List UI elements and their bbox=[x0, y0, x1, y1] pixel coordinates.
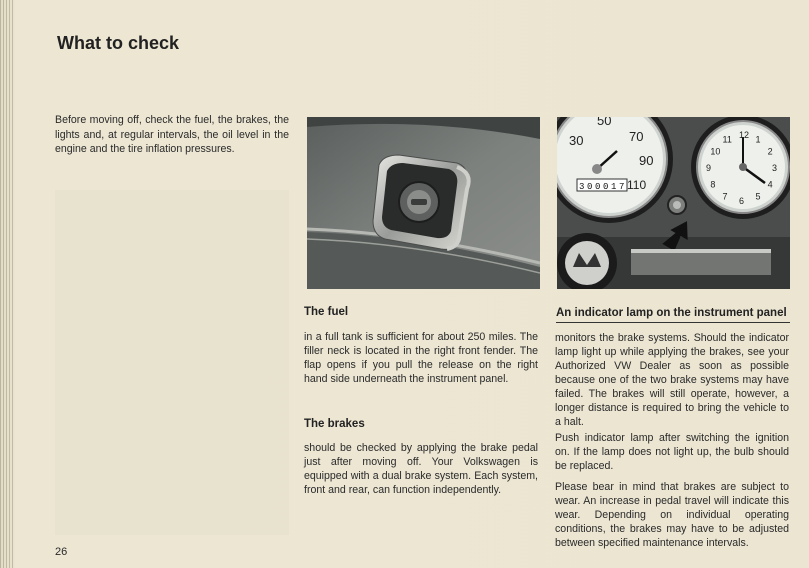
speed-tick-label: 90 bbox=[639, 153, 654, 168]
page-number: 26 bbox=[55, 546, 68, 558]
clock-numeral: 12 bbox=[739, 130, 750, 140]
clock-numeral: 4 bbox=[767, 179, 773, 190]
speed-tick-label: 70 bbox=[629, 129, 644, 144]
indicator-lamp-heading: An indicator lamp on the instrument panel bbox=[556, 307, 787, 319]
clock-numeral: 9 bbox=[706, 163, 712, 173]
odometer-digit: 3 bbox=[579, 182, 585, 192]
clock-numeral: 11 bbox=[722, 134, 732, 145]
clock-numeral: 3 bbox=[772, 163, 778, 173]
speed-tick-label: 50 bbox=[597, 117, 612, 128]
odometer-digit: 7 bbox=[619, 182, 625, 192]
heading-rule bbox=[556, 322, 790, 323]
speed-tick-label: 30 bbox=[569, 133, 584, 148]
odometer-digit: 0 bbox=[587, 182, 593, 192]
page-title: What to check bbox=[57, 33, 180, 53]
odometer-digit: 1 bbox=[611, 182, 617, 192]
book-spine bbox=[0, 0, 14, 568]
fuel-flap-icon bbox=[373, 155, 469, 249]
clock-numeral: 1 bbox=[755, 134, 761, 145]
fuel-paragraph: in a full tank is sufficient for about 250 miles. The filler neck is located in the right front fender. The flap opens if you pull the release on the right hand side underneath the instrument panel. bbox=[304, 331, 538, 385]
fuel-filler-photo bbox=[307, 117, 540, 289]
instrument-panel-illustration bbox=[557, 117, 790, 289]
clock-numeral: 6 bbox=[739, 196, 745, 206]
clock-numeral: 5 bbox=[755, 191, 761, 202]
fuel-heading: The fuel bbox=[304, 306, 349, 318]
clock-numeral: 10 bbox=[710, 146, 721, 157]
indicator-paragraph-2: Push indicator lamp after switching the ignition on. If the lamp does not light up, the bulb should be replaced. bbox=[555, 432, 789, 472]
speed-tick-label: 110 bbox=[627, 178, 647, 192]
odometer bbox=[577, 179, 627, 192]
indicator-paragraph-3: Please bear in mind that brakes are subject to wear. An increase in pedal travel will indicate this wear. Depending on individual operating conditions, the brakes may have to be adjusted between specified maintenance intervals. bbox=[555, 481, 789, 549]
clock-numeral: 2 bbox=[767, 146, 773, 157]
brake-indicator-lamp-icon bbox=[668, 196, 686, 214]
intro-paragraph: Before moving off, check the fuel, the brakes, the lights and, at regular intervals, the oil level in the engine and the tire inflation pressures. bbox=[55, 114, 289, 155]
odometer-digit: 0 bbox=[595, 182, 601, 192]
brakes-heading: The brakes bbox=[304, 418, 365, 430]
faded-page-area bbox=[55, 190, 289, 535]
clock-numeral: 7 bbox=[722, 191, 728, 202]
odometer-digit: 0 bbox=[603, 182, 609, 192]
brakes-paragraph: should be checked by applying the brake pedal just after moving off. Your Volkswagen is equipped with a dual brake system. Each system, front and rear, can function independently. bbox=[304, 442, 538, 496]
indicator-paragraph-1: monitors the brake systems. Should the indicator lamp light up while applying the brakes, see your Authorized VW Dealer as soon as possible because one of the two brake systems may have failed. The brakes will still operate, however, a longer distance is required to bring the vehicle to a halt. bbox=[555, 332, 789, 428]
fuel-filler-illustration bbox=[307, 117, 540, 289]
clock-numeral: 8 bbox=[710, 179, 716, 190]
instrument-panel-photo bbox=[557, 117, 790, 289]
